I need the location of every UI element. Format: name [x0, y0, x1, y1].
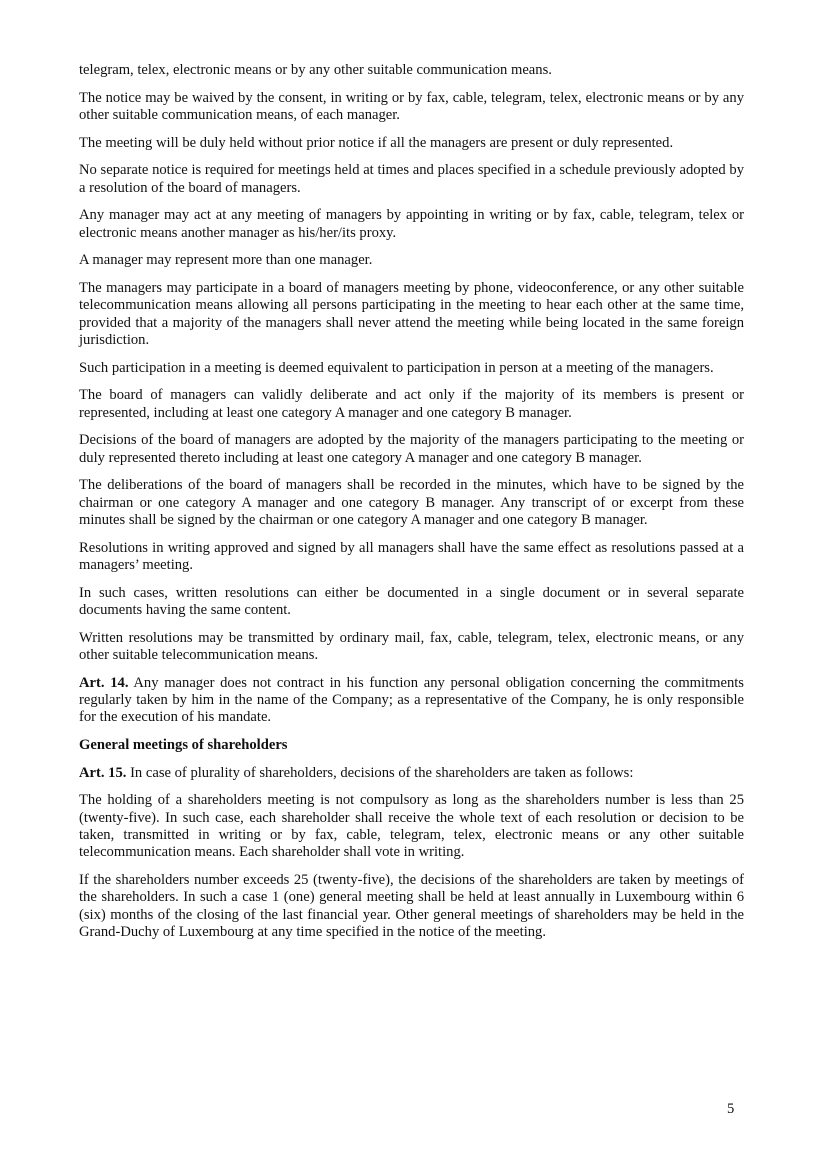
- paragraph-notice-means: telegram, telex, electronic means or by any other suitable communication means.: [79, 62, 552, 78]
- paragraph-minutes: The deliberations of the board of managers shall be recorded in the minutes, which have to be signed by the chairman or one category A manager and one category B manager. Any transcript of or excerpt from these minutes shall be signed by the chairman or one category A manager and one category B manager.: [79, 477, 744, 528]
- paragraph-shareholders-under-25: The holding of a shareholders meeting is not compulsory as long as the shareholders number is less than 25 (twenty-five). In such case, each shareholder shall receive the whole text of each resolution or decision to be taken, transmitted in writing or by fax, cable, telegram, telex, electronic means or any other suitable telecommunication means. Each shareholder shall vote in writing.: [79, 792, 744, 861]
- page-number: 5: [727, 1101, 735, 1117]
- section-heading-general-meetings: General meetings of shareholders: [79, 737, 288, 753]
- paragraph-quorum: The board of managers can validly deliberate and act only if the majority of its members is present or represented, including at least one category A manager and one category B manager.: [79, 387, 744, 421]
- article-15-label: Art. 15.: [79, 764, 127, 781]
- article-14: [79, 675, 744, 727]
- paragraph-scheduled-meetings: No separate notice is required for meetings held at times and places specified in a schedule previously adopted by a resolution of the board of managers.: [79, 162, 744, 196]
- paragraph-multiple-representation: A manager may represent more than one manager.: [79, 252, 373, 269]
- paragraph-written-resolutions: Resolutions in writing approved and signed by all managers shall have the same effect as resolutions passed at a managers’ meeting.: [79, 539, 744, 573]
- paragraph-remote-participation: The managers may participate in a board of managers meeting by phone, videoconference, or any other suitable telecommunication means allowing all persons participating in the meeting to hear each other at the same time, provided that a majority of the managers shall never attend the meeting while being located in the same foreign jurisdiction.: [79, 279, 744, 348]
- paragraph-transmitted-resolutions: Written resolutions may be transmitted by ordinary mail, fax, cable, telegram, telex, electronic means, or any other suitable telecommunication means.: [79, 629, 744, 663]
- article-14-label: Art. 14.: [79, 674, 129, 691]
- document-page: [79, 62, 744, 952]
- article-14-text: Any manager does not contract in his function any personal obligation concerning the commitments regularly taken by him in the name of the Company; as a representative of the Company, he is only responsible for the execution of his mandate.: [79, 674, 744, 726]
- paragraph-documented-resolutions: In such cases, written resolutions can either be documented in a single document or in several separate documents having the same content.: [79, 584, 744, 618]
- paragraph-participation-equivalence: Such participation in a meeting is deemed equivalent to participation in person at a meeting of the managers.: [79, 359, 714, 376]
- paragraph-meeting-without-notice: The meeting will be duly held without prior notice if all the managers are present or duly represented.: [79, 134, 674, 151]
- paragraph-notice-waiver: The notice may be waived by the consent, in writing or by fax, cable, telegram, telex, electronic means or by any other suitable communication means, of each manager.: [79, 89, 744, 123]
- article-15-text: In case of plurality of shareholders, decisions of the shareholders are taken as follows:: [126, 764, 634, 781]
- paragraph-shareholders-over-25: If the shareholders number exceeds 25 (twenty-five), the decisions of the shareholders are taken by meetings of the shareholders. In such a case 1 (one) general meeting shall be held at least annually in Luxembourg within 6 (six) months of the closing of the last financial year. Other general meetings of shareholders may be held in the Grand-Duchy of Luxembourg at any time specified in the notice of the meeting.: [79, 872, 744, 941]
- paragraph-decisions: Decisions of the board of managers are adopted by the majority of the managers participating to the meeting or duly represented thereto including at least one category A manager and one category B manager.: [79, 432, 744, 466]
- paragraph-proxy: Any manager may act at any meeting of managers by appointing in writing or by fax, cable, telegram, telex or electronic means another manager as his/her/its proxy.: [79, 207, 744, 241]
- article-15: [79, 765, 744, 782]
